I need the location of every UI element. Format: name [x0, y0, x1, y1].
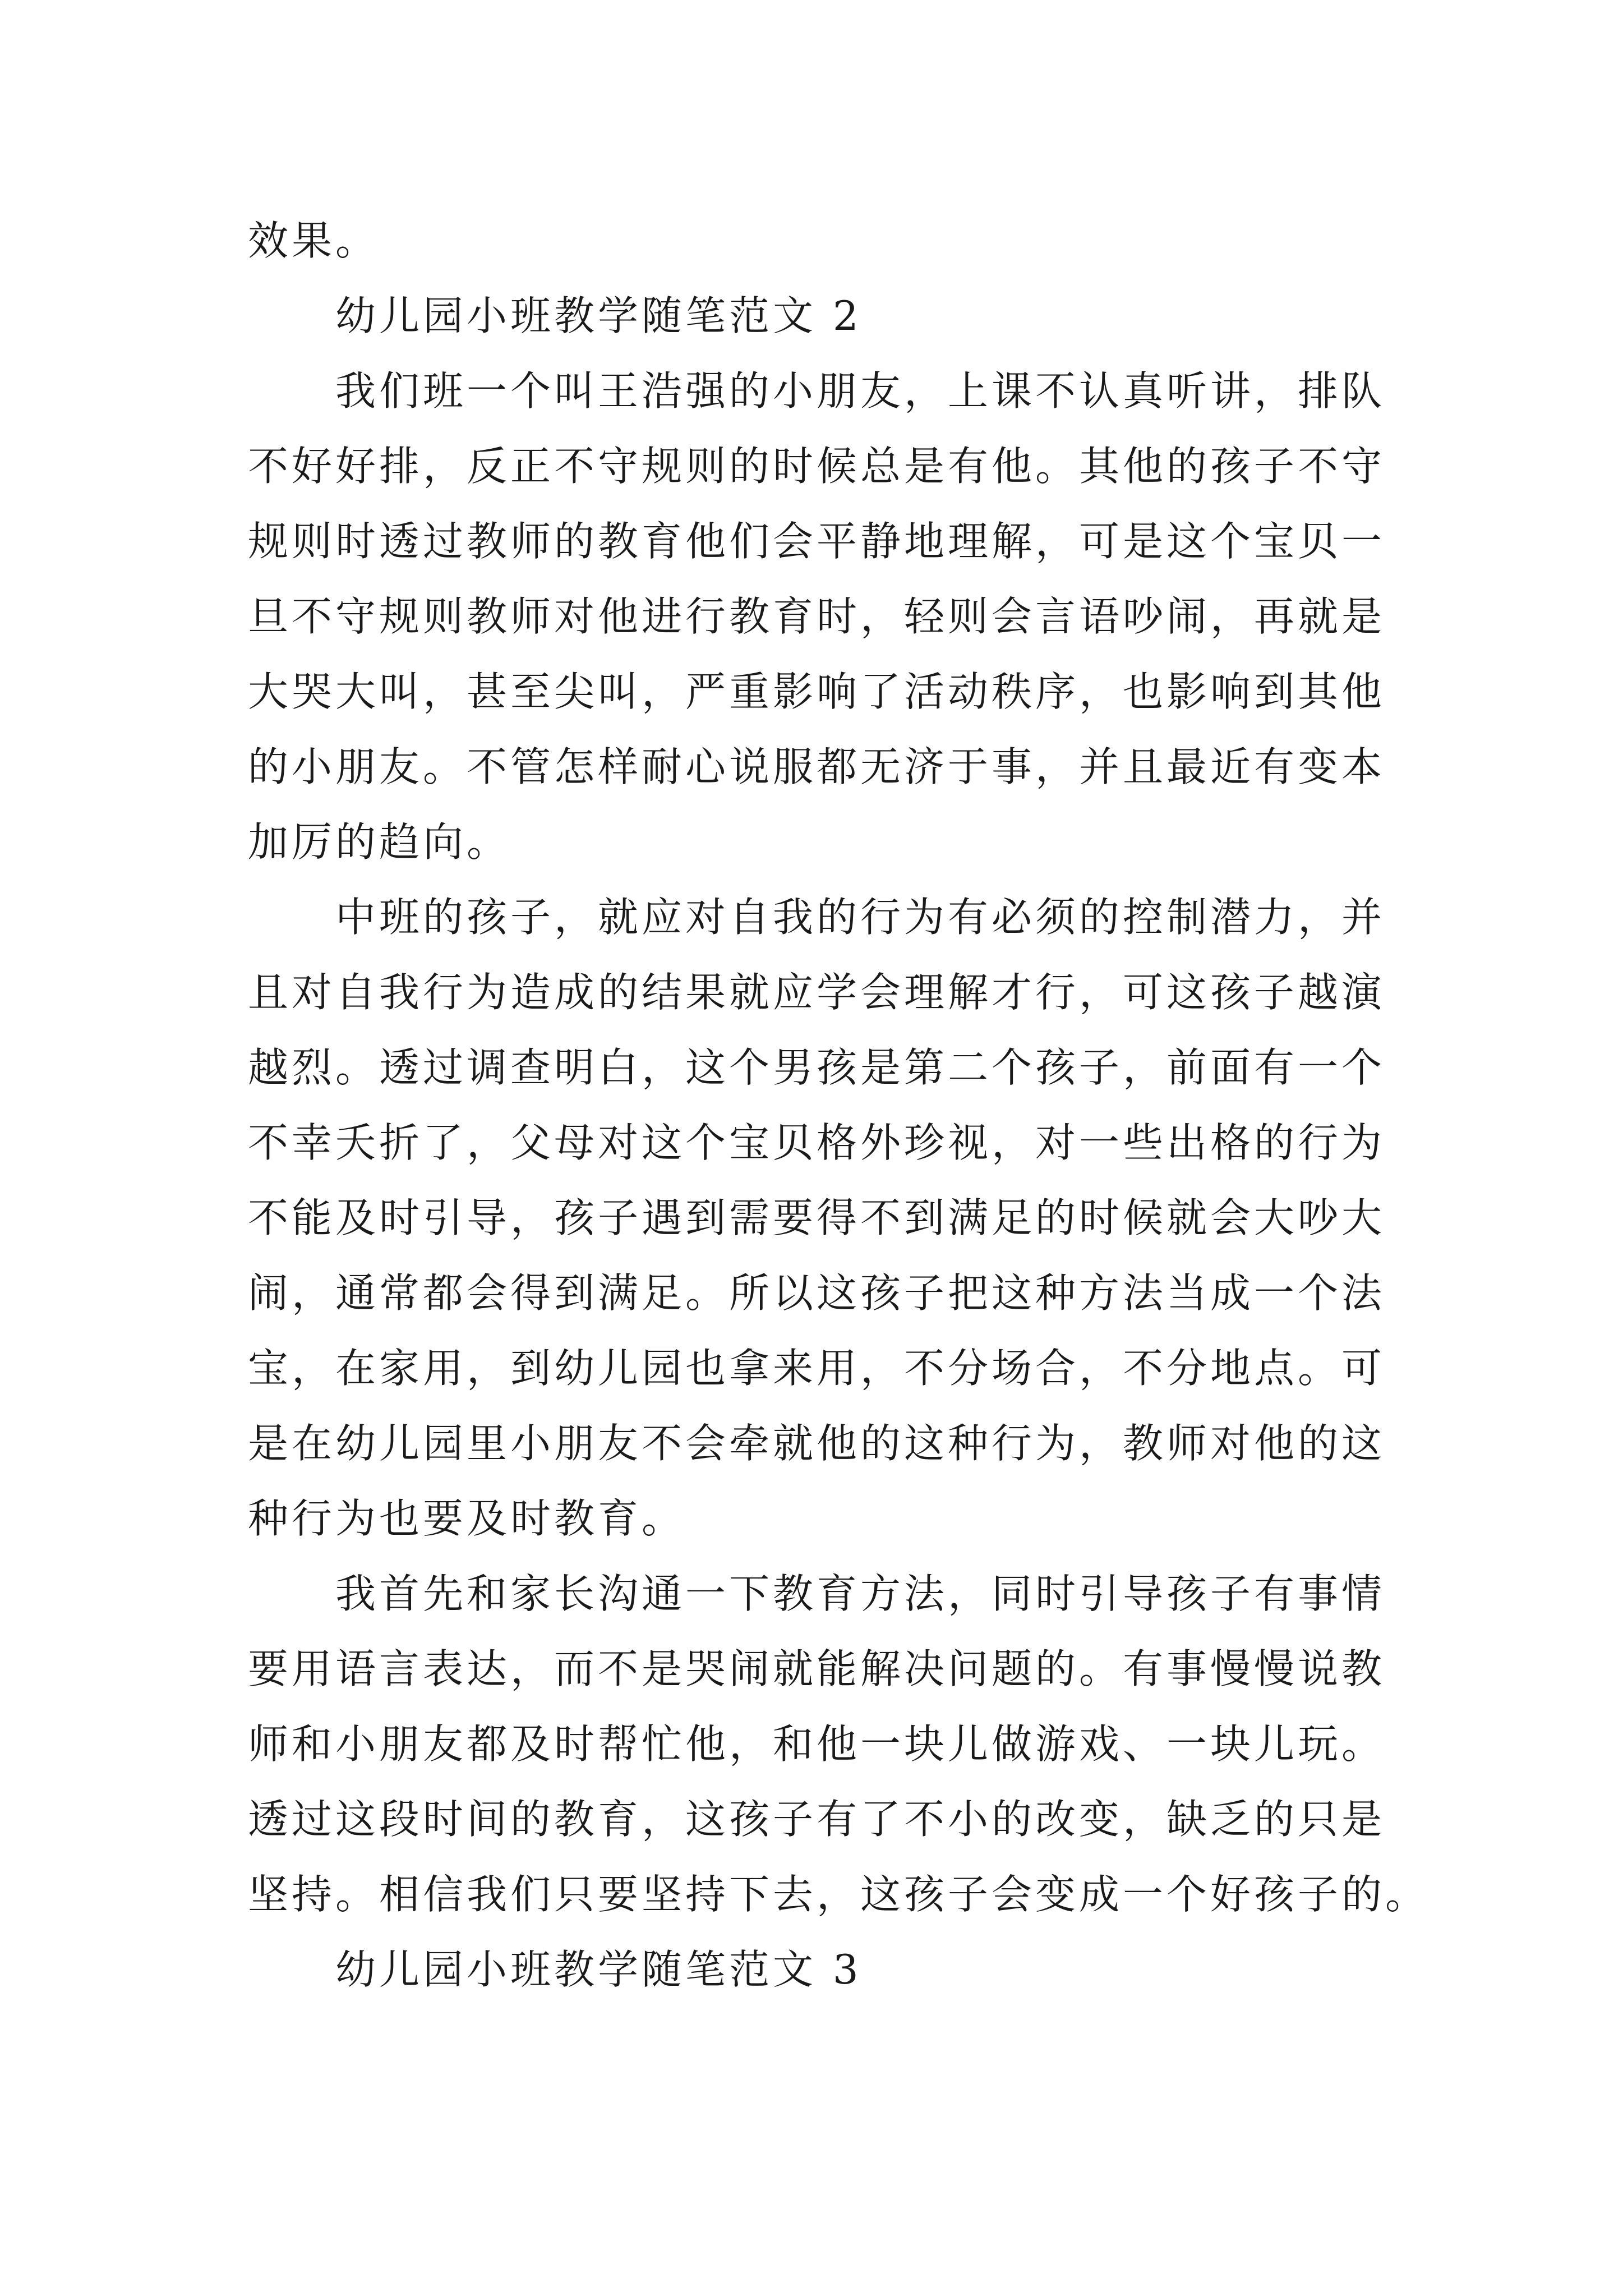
- text-line: 不好好排，反正不守规则的时候总是有他。其他的孩子不守: [248, 443, 1386, 490]
- text-line: 宝，在家用，到幼儿园也拿来用，不分场合，不分地点。可: [248, 1345, 1386, 1392]
- text-line: 加厉的趋向。: [248, 818, 511, 866]
- text-line: 效果。: [248, 217, 380, 264]
- text-line: 我们班一个叫王浩强的小朋友，上课不认真听讲，排队: [335, 367, 1386, 415]
- text-line: 种行为也要及时教育。: [248, 1495, 686, 1542]
- text-line: 规则时透过教师的教育他们会平静地理解，可是这个宝贝一: [248, 518, 1386, 565]
- body-text: [248, 203, 1430, 2007]
- section-heading: 幼儿园小班教学随笔范文 2: [335, 292, 862, 339]
- text-line: 是在幼儿园里小朋友不会牵就他的这种行为，教师对他的这: [248, 1420, 1386, 1467]
- text-line: 坚持。相信我们只要坚持下去，这孩子会变成一个好孩子的。: [248, 1871, 1430, 1918]
- section-heading: 幼儿园小班教学随笔范文 3: [335, 1946, 862, 1993]
- text-line: 且对自我行为造成的结果就应学会理解才行，可这孩子越演: [248, 969, 1386, 1016]
- text-line: 透过这段时间的教育，这孩子有了不小的改变，缺乏的只是: [248, 1796, 1386, 1843]
- text-line: 不能及时引导，孩子遇到需要得不到满足的时候就会大吵大: [248, 1194, 1386, 1241]
- text-line: 不幸夭折了，父母对这个宝贝格外珍视，对一些出格的行为: [248, 1119, 1386, 1166]
- text-line: 大哭大叫，甚至尖叫，严重影响了活动秩序，也影响到其他: [248, 668, 1386, 715]
- text-line: 越烈。透过调查明白，这个男孩是第二个孩子，前面有一个: [248, 1044, 1386, 1091]
- text-line: 的小朋友。不管怎样耐心说服都无济于事，并且最近有变本: [248, 743, 1386, 790]
- text-line: 我首先和家长沟通一下教育方法，同时引导孩子有事情: [335, 1570, 1386, 1617]
- text-line: 中班的孩子，就应对自我的行为有必须的控制潜力，并: [335, 894, 1386, 941]
- text-line: 要用语言表达，而不是哭闹就能解决问题的。有事慢慢说教: [248, 1645, 1386, 1692]
- text-line: 旦不守规则教师对他进行教育时，轻则会言语吵闹，再就是: [248, 593, 1386, 640]
- text-line: 师和小朋友都及时帮忙他，和他一块儿做游戏、一块儿玩。: [248, 1720, 1386, 1768]
- text-line: 闹，通常都会得到满足。所以这孩子把这种方法当成一个法: [248, 1269, 1386, 1317]
